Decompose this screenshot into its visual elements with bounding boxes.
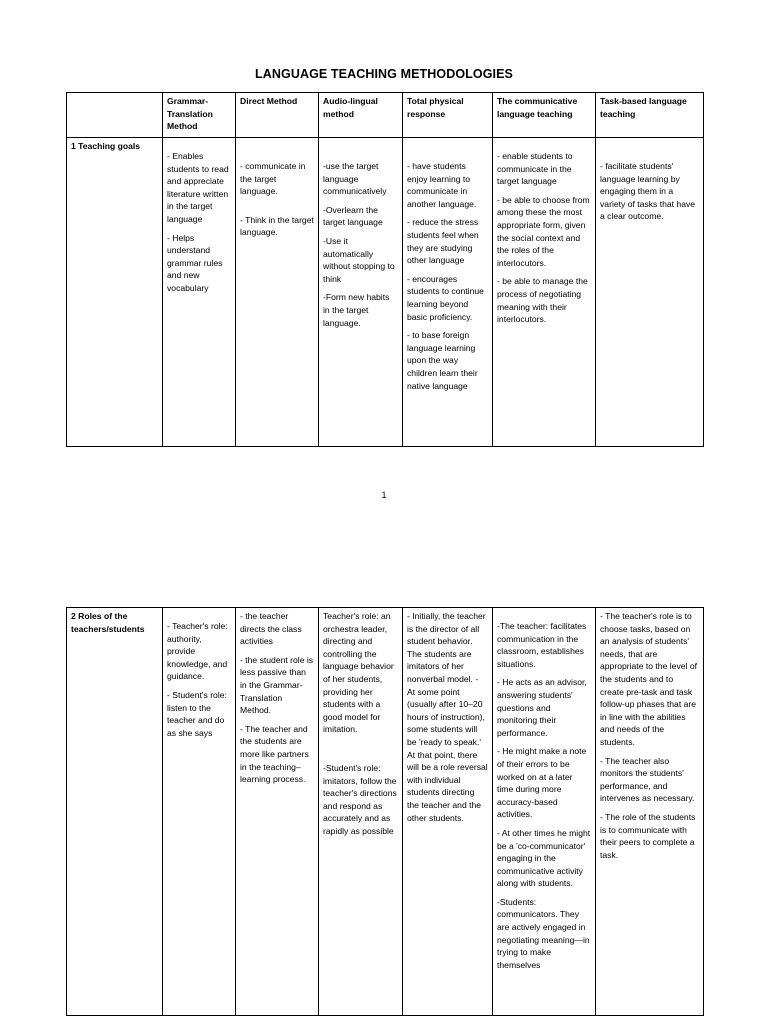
cell-text: - At other times he might be a 'co-communicator' engaging in the communicative activity along with students.: [497, 827, 591, 889]
cell-text: -Students: communicators. They are actively engaged in negotiating meaning—in trying to make themselves: [497, 896, 590, 970]
cell-text: - reduce the stress students feel when they are studying other language: [407, 217, 479, 266]
cell-roles-audio-lingual: [319, 608, 403, 1016]
cell-text: -Use it automatically without stopping to think: [323, 235, 395, 284]
cell-text: - the student role is less passive than in the Grammar-Translation Method.: [240, 654, 314, 716]
cell-text: - the teacher directs the class activities: [240, 611, 302, 647]
cell-text: - enable students to communicate in the target language: [497, 151, 573, 187]
cell-text: - facilitate students' language learning by engaging them in a variety of tasks that have a clear outcome.: [600, 161, 696, 222]
cell-text: -Student's role: imitators, follow the teacher's directions and respond as accurately and as rapidly as possible: [323, 762, 397, 836]
header-grammar-translation: Grammar-Translation Method: [163, 93, 236, 138]
cell-text: -Form new habits in the target language.: [323, 292, 390, 328]
cell-text: - be able to choose from among these the most appropriate form, given the social context and the roles of the interlocutors.: [497, 194, 590, 268]
cell-text: Teacher's role: an orchestra leader, directing and controlling the language behavior of her students, providing her students with a good model for imitation.: [323, 611, 394, 735]
cell-text: - He might make a note of their errors to be worked on at a later time during more accuracy-based activities.: [497, 746, 587, 820]
cell-text: - The role of the students is to communicate with their peers to complete a task.: [600, 811, 696, 860]
table-header-row: [67, 93, 704, 138]
header-total-physical-response: Total physical response: [403, 93, 493, 138]
header-cell-empty: [67, 93, 163, 138]
cell-text: -use the target language communicatively: [323, 161, 387, 197]
header-communicative: The communicative language teaching: [493, 93, 596, 138]
cell-text: -Overlearn the target language: [323, 204, 383, 228]
table-row-roles: [67, 608, 704, 1016]
page-number: 1: [381, 490, 387, 500]
document-title: LANGUAGE TEACHING METHODOLOGIES: [255, 67, 513, 81]
header-direct-method: Direct Method: [236, 93, 319, 138]
row-label-roles: 2 Roles of the teachers/students: [67, 608, 163, 1016]
cell-text: - be able to manage the process of negotiating meaning with their interlocutors.: [497, 276, 588, 325]
cell-roles-total-physical-response: [403, 608, 493, 1016]
cell-text: - encourages students to continue learning beyond basic proficiency.: [407, 273, 484, 322]
cell-text: - The teacher's role is to choose tasks, based on an analysis of students' needs, that are appropriate to the level of the students and to create pre-task and task follow-up phases that are in line with the abilities and needs of the students.: [600, 611, 697, 747]
cell-text: - Helps understand grammar rules and new vocabulary: [167, 232, 223, 293]
methodologies-table-part-1: [66, 92, 704, 447]
cell-text: - communicate in the target language.: [240, 161, 306, 197]
cell-text: - have students enjoy learning to communicate in another language.: [407, 161, 477, 209]
cell-text: - Enables students to read and appreciate literature written in the target language: [167, 151, 229, 224]
header-task-based: Task-based language teaching: [596, 93, 704, 138]
cell-goals-grammar-translation: [163, 138, 236, 447]
cell-goals-total-physical-response: [403, 138, 493, 447]
table-row-teaching-goals: [67, 138, 704, 447]
cell-text: - The teacher and the students are more like partners in the teaching–learning process.: [240, 723, 309, 785]
cell-roles-task-based: [596, 608, 704, 1016]
cell-text: - He acts as an advisor, answering students' questions and monitoring their performance.: [497, 677, 587, 738]
cell-goals-direct-method: [236, 138, 319, 447]
cell-text: - The teacher also monitors the students' performance, and intervenes as necessary.: [600, 755, 695, 804]
cell-text: - Initially, the teacher is the director of all student behavior. The students are imitators of her nonverbal model. - At some point (usually after 10–20 hours of instruction), some students will be 'ready to speak.' At that point, there will be a role reversal with individual students directing the teacher and the other students.: [407, 611, 488, 823]
cell-goals-task-based: [596, 138, 704, 447]
cell-goals-audio-lingual: [319, 138, 403, 447]
cell-text: - to base foreign language learning upon the way children learn their native language: [407, 330, 478, 391]
cell-text: -The teacher: facilitates communication in the classroom, establishes situations.: [497, 621, 587, 669]
cell-text: - Think in the target language.: [240, 214, 314, 238]
row-label-teaching-goals: 1 Teaching goals: [67, 138, 163, 447]
methodologies-table-part-2: [66, 607, 704, 1016]
cell-roles-grammar-translation: [163, 608, 236, 1016]
cell-text: - Teacher's role: authority, provide knowledge, and guidance.: [167, 621, 228, 682]
cell-goals-communicative: [493, 138, 596, 447]
cell-roles-communicative: [493, 608, 596, 1016]
cell-roles-direct-method: [236, 608, 319, 1016]
header-audio-lingual: Audio-lingual method: [319, 93, 403, 138]
cell-text: - Student's role: listen to the teacher and do as she says: [167, 689, 227, 738]
